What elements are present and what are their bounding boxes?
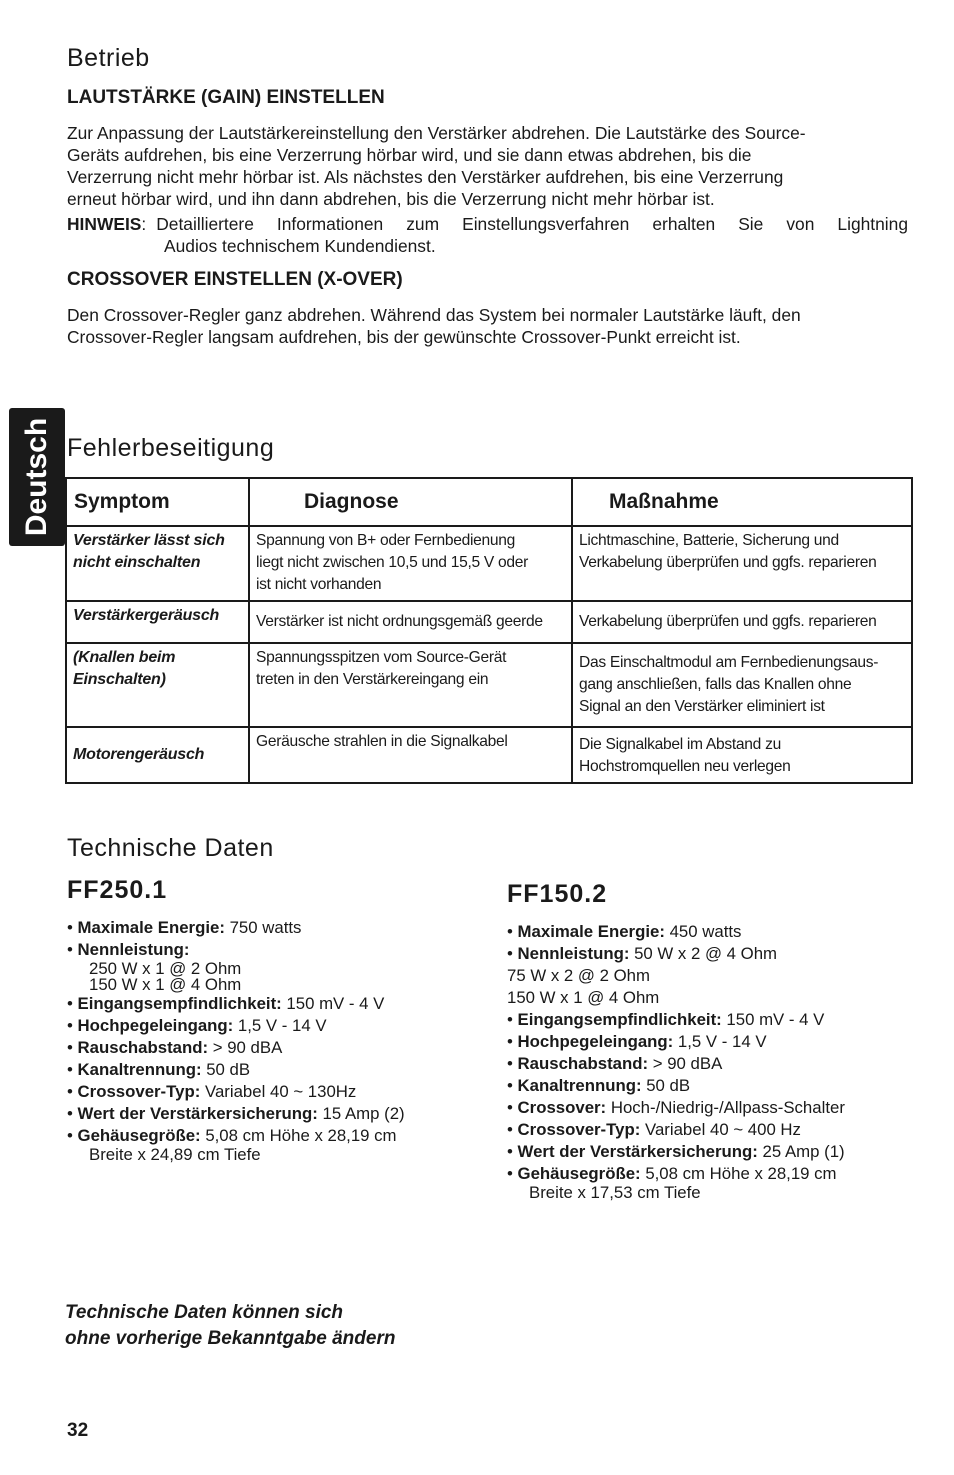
symptom-cell: [67, 741, 248, 769]
symptom-line: Verstärkergeräusch: [73, 607, 220, 624]
note-text-cont: Audios technischem Kundendienst.: [164, 236, 436, 256]
table-row: [66, 643, 912, 727]
table-row: [66, 601, 912, 643]
diagnosis-line: Geräusche strahlen in die Signalkabel: [256, 733, 508, 750]
spec-item: • Nennleistung: 250 W x 1 @ 2 Ohm 150 W x 1 @ 4 Ohm: [67, 939, 405, 993]
spec-value: Breite x 24,89 cm Tiefe: [89, 1145, 261, 1164]
section-title-betrieb: Betrieb: [67, 44, 150, 72]
spec-item: • Kanaltrennung: 50 dB: [67, 1060, 251, 1079]
model-title-ff150: FF150.2: [507, 880, 608, 908]
troubleshooting-table: [65, 477, 913, 784]
spec-list-ff250: [67, 917, 405, 1163]
text-line: Geräts aufdrehen, bis eine Verzerrung hörbar wird, und sie dann etwas abdrehen, bis die: [67, 145, 752, 165]
spec-item: • Crossover: Hoch-/Niedrig-/Allpass-Schalter: [507, 1098, 845, 1117]
text-line: Verzerrung nicht mehr hörbar ist. Als nächstes den Verstärker aufdrehen, bis eine Verzerrung: [67, 167, 784, 187]
measure-line: Verkabelung überprüfen und ggfs. reparieren: [579, 554, 877, 571]
spec-value: 450 watts: [669, 922, 742, 941]
header-diagnosis: Diagnose: [249, 478, 572, 526]
table-header-row: [66, 478, 912, 526]
text-line: erneut hörbar wird, und ihn dann abdrehen, bis die Verzerrung nicht mehr hörbar ist.: [67, 189, 715, 209]
text-line: Crossover-Regler langsam aufdrehen, bis der gewünschte Crossover-Punkt erreicht ist.: [67, 327, 741, 347]
note-block: HINWEIS: Detailliertere Informationen zum Einstellungsverfahren erhalten Sie von Lightning Audios technischem Kundendienst.: [67, 214, 908, 256]
measure-cell: [573, 527, 911, 578]
spec-value: 150 mV - 4 V: [726, 1010, 825, 1029]
symptom-line: (Knallen beim: [73, 649, 176, 666]
model-title-ff250: FF250.1: [67, 876, 168, 904]
text-line: Den Crossover-Regler ganz abdrehen. Während das System bei normaler Lautstärke läuft, den: [67, 305, 801, 325]
spec-value: 50 dB: [206, 1060, 251, 1079]
spec-value: 5,08 cm Höhe x 28,19 cm: [205, 1126, 397, 1145]
symptom-line: nicht einschalten: [73, 554, 201, 571]
spec-value: 25 Amp (1): [762, 1142, 845, 1161]
diagnosis-cell: [250, 644, 571, 695]
spec-value: > 90 dBA: [652, 1054, 723, 1073]
spec-label: Crossover-Typ:: [77, 1082, 201, 1101]
spec-value: 250 W x 1 @ 2 Ohm: [89, 959, 242, 978]
measure-cell: [573, 649, 911, 722]
measure-line: Die Signalkabel im Abstand zu: [579, 736, 781, 753]
spec-item: • Eingangsempfindlichkeit: 150 mV - 4 V: [507, 1010, 825, 1029]
spec-label: Maximale Energie:: [77, 918, 225, 937]
spec-value: 50 W x 2 @ 4 Ohm: [634, 944, 778, 963]
spec-label: Rauschabstand:: [517, 1054, 649, 1073]
spec-label: Gehäusegröße:: [517, 1164, 641, 1183]
spec-value: Variabel 40 ~ 400 Hz: [645, 1120, 801, 1139]
spec-item: • Gehäusegröße: 5,08 cm Höhe x 28,19 cm Breite x 17,53 cm Tiefe: [507, 1163, 845, 1201]
spec-label: Wert der Verstärkersicherung:: [77, 1104, 318, 1123]
spec-item: • Wert der Verstärkersicherung: 15 Amp (2): [67, 1104, 405, 1123]
disclaimer-line: ohne vorherige Bekanntgabe ändern: [65, 1328, 396, 1349]
spec-item: • Wert der Verstärkersicherung: 25 Amp (1): [507, 1142, 845, 1161]
spec-value: Breite x 17,53 cm Tiefe: [529, 1183, 701, 1202]
spec-item: • Eingangsempfindlichkeit: 150 mV - 4 V: [67, 994, 385, 1013]
symptom-cell: [67, 644, 248, 694]
diagnosis-line: ist nicht vorhanden: [256, 576, 382, 593]
spec-value: > 90 dBA: [212, 1038, 283, 1057]
spec-item: • Kanaltrennung: 50 dB: [507, 1076, 691, 1095]
measure-line: Signal an den Verstärker eliminiert ist: [579, 697, 825, 715]
measure-line: gang anschließen, falls das Knallen ohne: [579, 675, 852, 693]
measure-cell: [573, 731, 911, 782]
diagnosis-cell: [250, 728, 571, 757]
diagnosis-cell: [250, 527, 571, 600]
spec-disclaimer: [65, 1300, 395, 1352]
disclaimer-line: Technische Daten können sich: [65, 1302, 344, 1323]
spec-item: • Rauschabstand: > 90 dBA: [507, 1054, 723, 1073]
symptom-cell: [67, 602, 248, 630]
spec-item: • Gehäusegröße: 5,08 cm Höhe x 28,19 cm Breite x 24,89 cm Tiefe: [67, 1125, 405, 1163]
section-title-specs: Technische Daten: [67, 834, 274, 862]
spec-item: 150 W x 1 @ 4 Ohm: [507, 988, 660, 1007]
spec-label: Hochpegeleingang:: [517, 1032, 674, 1051]
spec-label: Eingangsempfindlichkeit:: [77, 994, 282, 1013]
spec-value: 750 watts: [229, 918, 302, 937]
table-row: [66, 727, 912, 783]
spec-value: 1,5 V - 14 V: [677, 1032, 767, 1051]
spec-value: 150 W x 1 @ 4 Ohm: [89, 975, 242, 994]
spec-item: • Crossover-Typ: Variabel 40 ~ 130Hz: [67, 1082, 357, 1101]
text-line: Zur Anpassung der Lautstärkereinstellung den Verstärker abdrehen. Die Lautstärke des Source-: [67, 123, 806, 143]
spec-value: 1,5 V - 14 V: [237, 1016, 327, 1035]
spec-label: Kanaltrennung:: [77, 1060, 202, 1079]
diagnosis-line: treten in den Verstärkereingang ein: [256, 671, 489, 688]
language-tab: [9, 408, 65, 546]
spec-label: Wert der Verstärkersicherung:: [517, 1142, 758, 1161]
spec-label: Maximale Energie:: [517, 922, 665, 941]
crossover-heading: CROSSOVER EINSTELLEN (X-OVER): [67, 269, 403, 290]
gain-paragraph: [67, 122, 806, 210]
spec-list-ff150: [507, 921, 845, 1201]
symptom-cell: [67, 527, 248, 577]
diagnosis-line: Verstärker ist nicht ordnungsgemäß geerde: [256, 612, 543, 630]
spec-value: 150 mV - 4 V: [286, 994, 385, 1013]
spec-label: Nennleistung:: [77, 940, 190, 959]
diagnosis-line: Spannung von B+ oder Fernbedienung: [256, 532, 516, 549]
section-title-troubleshooting: Fehlerbeseitigung: [67, 434, 275, 462]
header-symptom: Symptom: [66, 478, 249, 526]
gain-heading: LAUTSTÄRKE (GAIN) EINSTELLEN: [67, 87, 385, 108]
symptom-line: Verstärker lässt sich: [73, 532, 225, 549]
spec-item: • Nennleistung: 50 W x 2 @ 4 Ohm: [507, 944, 778, 963]
diagnosis-line: Spannungsspitzen vom Source-Gerät: [256, 649, 507, 666]
spec-item: • Hochpegeleingang: 1,5 V - 14 V: [67, 1016, 327, 1035]
spec-value: Variabel 40 ~ 130Hz: [205, 1082, 357, 1101]
measure-line: Hochstromquellen neu verlegen: [579, 758, 791, 775]
symptom-line: Einschalten): [73, 671, 166, 688]
spec-item: • Hochpegeleingang: 1,5 V - 14 V: [507, 1032, 767, 1051]
spec-item: 75 W x 2 @ 2 Ohm: [507, 966, 650, 985]
spec-label: Nennleistung:: [517, 944, 630, 963]
spec-value: 5,08 cm Höhe x 28,19 cm: [645, 1164, 837, 1183]
spec-value: 15 Amp (2): [322, 1104, 405, 1123]
table-row: [66, 526, 912, 601]
spec-item: • Maximale Energie: 450 watts: [507, 922, 742, 941]
measure-line: Lichtmaschine, Batterie, Sicherung und: [579, 532, 839, 549]
spec-label: Crossover-Typ:: [517, 1120, 641, 1139]
spec-item: • Rauschabstand: > 90 dBA: [67, 1038, 283, 1057]
spec-value: 50 dB: [646, 1076, 691, 1095]
spec-value: Hoch-/Niedrig-/Allpass-Schalter: [610, 1098, 845, 1117]
spec-label: Rauschabstand:: [77, 1038, 209, 1057]
spec-label: Crossover:: [517, 1098, 607, 1117]
language-tab-label: Deutsch: [20, 417, 53, 537]
spec-item: • Crossover-Typ: Variabel 40 ~ 400 Hz: [507, 1120, 801, 1139]
diagnosis-cell: [250, 608, 571, 637]
header-measure: Maßnahme: [572, 478, 912, 526]
measure-line: Das Einschaltmodul am Fernbedienungsaus-: [579, 653, 879, 671]
measure-line: Verkabelung überprüfen und ggfs. reparieren: [579, 612, 877, 630]
spec-label: Kanaltrennung:: [517, 1076, 642, 1095]
spec-item: • Maximale Energie: 750 watts: [67, 918, 302, 937]
symptom-line: Motorengeräusch: [73, 746, 205, 763]
diagnosis-line: liegt nicht zwischen 10,5 und 15,5 V oder: [256, 554, 529, 571]
crossover-paragraph: [67, 304, 801, 348]
spec-label: Eingangsempfindlichkeit:: [517, 1010, 722, 1029]
spec-label: Hochpegeleingang:: [77, 1016, 234, 1035]
spec-label: Gehäusegröße:: [77, 1126, 201, 1145]
page-number: 32: [67, 1420, 89, 1441]
measure-cell: [573, 608, 911, 637]
note-text: Detailliertere Informationen zum Einstellungsverfahren erhalten Sie von Lightning: [156, 214, 908, 234]
note-label: HINWEIS: [67, 214, 142, 234]
